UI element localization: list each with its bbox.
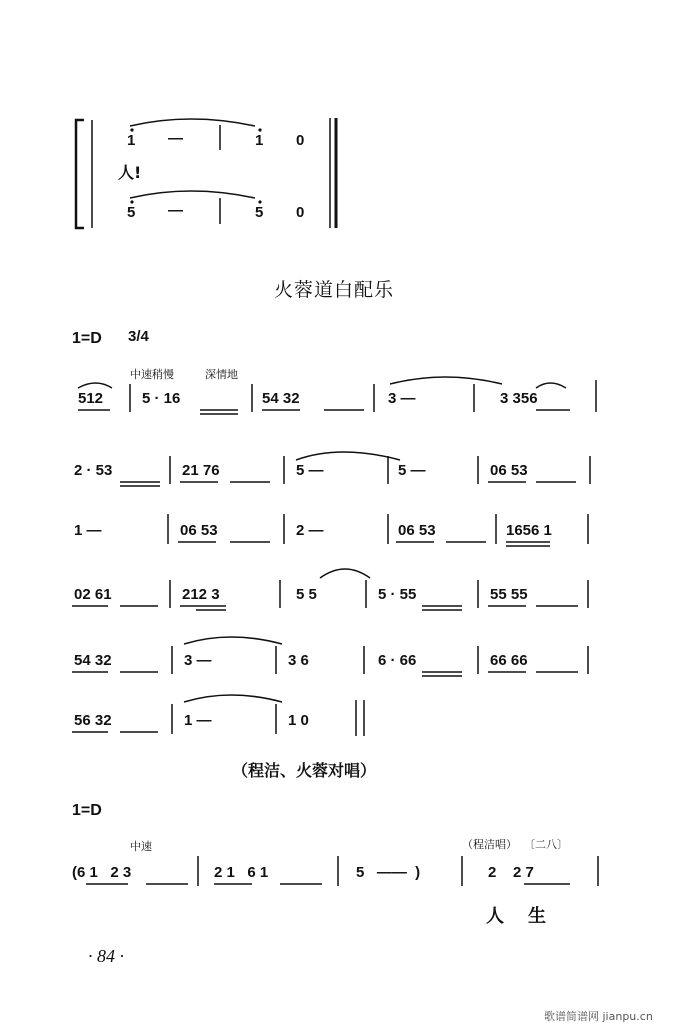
- key-signature: 1=D: [72, 330, 102, 347]
- measure: 5 · 55: [378, 586, 417, 603]
- measure: 2 · 53: [74, 462, 113, 479]
- tempo-marking-2: 中速: [130, 840, 152, 853]
- section-title: 火蓉道白配乐: [274, 279, 395, 301]
- measure: 1 —: [74, 522, 102, 539]
- note: 1: [255, 132, 264, 149]
- measure: 2 —: [296, 522, 324, 539]
- measure: 06 53: [398, 522, 436, 539]
- measure: 3 —: [184, 652, 212, 669]
- note: 5: [127, 204, 136, 221]
- measure: 1656 1: [506, 522, 552, 539]
- measure: 5 —: [296, 462, 324, 479]
- measure: 2 1 6 1: [214, 864, 269, 881]
- measure: 3 6: [288, 652, 309, 669]
- measure: 02 61: [74, 586, 112, 603]
- measure: 5 —: [398, 462, 426, 479]
- page-number: · 84 ·: [88, 946, 124, 966]
- note: 5: [255, 204, 264, 221]
- measure: 212 3: [182, 586, 220, 603]
- lyric: 生: [528, 906, 546, 927]
- measure: 06 53: [180, 522, 218, 539]
- tempo-marking: 中速稍慢: [130, 368, 174, 381]
- measure: 3 356: [500, 390, 538, 407]
- measure: 2 2 7: [488, 864, 534, 881]
- note: 0: [296, 132, 305, 149]
- measure: 56 32: [74, 712, 112, 729]
- note-dash: —: [168, 202, 183, 219]
- time-signature: 3/4: [128, 328, 149, 345]
- expression-marking: 深情地: [205, 368, 238, 381]
- lyric: 人!: [118, 163, 142, 182]
- measure: 66 66: [490, 652, 528, 669]
- note-dash: —: [168, 130, 183, 147]
- measure: 5 —— ): [356, 864, 421, 881]
- note: 0: [296, 204, 305, 221]
- measure: 55 55: [490, 586, 528, 603]
- measure: 3 —: [388, 390, 416, 407]
- measure: 21 76: [182, 462, 220, 479]
- section-subtitle: （程洁、火蓉对唱）: [232, 761, 377, 780]
- measure: 5 5: [296, 586, 317, 603]
- measure: 54 32: [74, 652, 112, 669]
- measure: 1 —: [184, 712, 212, 729]
- measure: 6 · 66: [378, 652, 417, 669]
- note: 1: [127, 132, 136, 149]
- singer-marking: （程洁唱）: [462, 838, 517, 851]
- measure: 512: [78, 390, 104, 407]
- measure: (6 1 2 3: [72, 864, 132, 881]
- measure: 54 32: [262, 390, 300, 407]
- key-signature-2: 1=D: [72, 802, 102, 819]
- measure: 1 0: [288, 712, 309, 729]
- watermark: 歌谱简谱网 jianpu.cn: [544, 1010, 653, 1023]
- measure: 06 53: [490, 462, 528, 479]
- lyric: 人: [486, 906, 504, 927]
- measure: 5 · 16: [142, 390, 181, 407]
- aria-number: 〔二八〕: [524, 838, 568, 851]
